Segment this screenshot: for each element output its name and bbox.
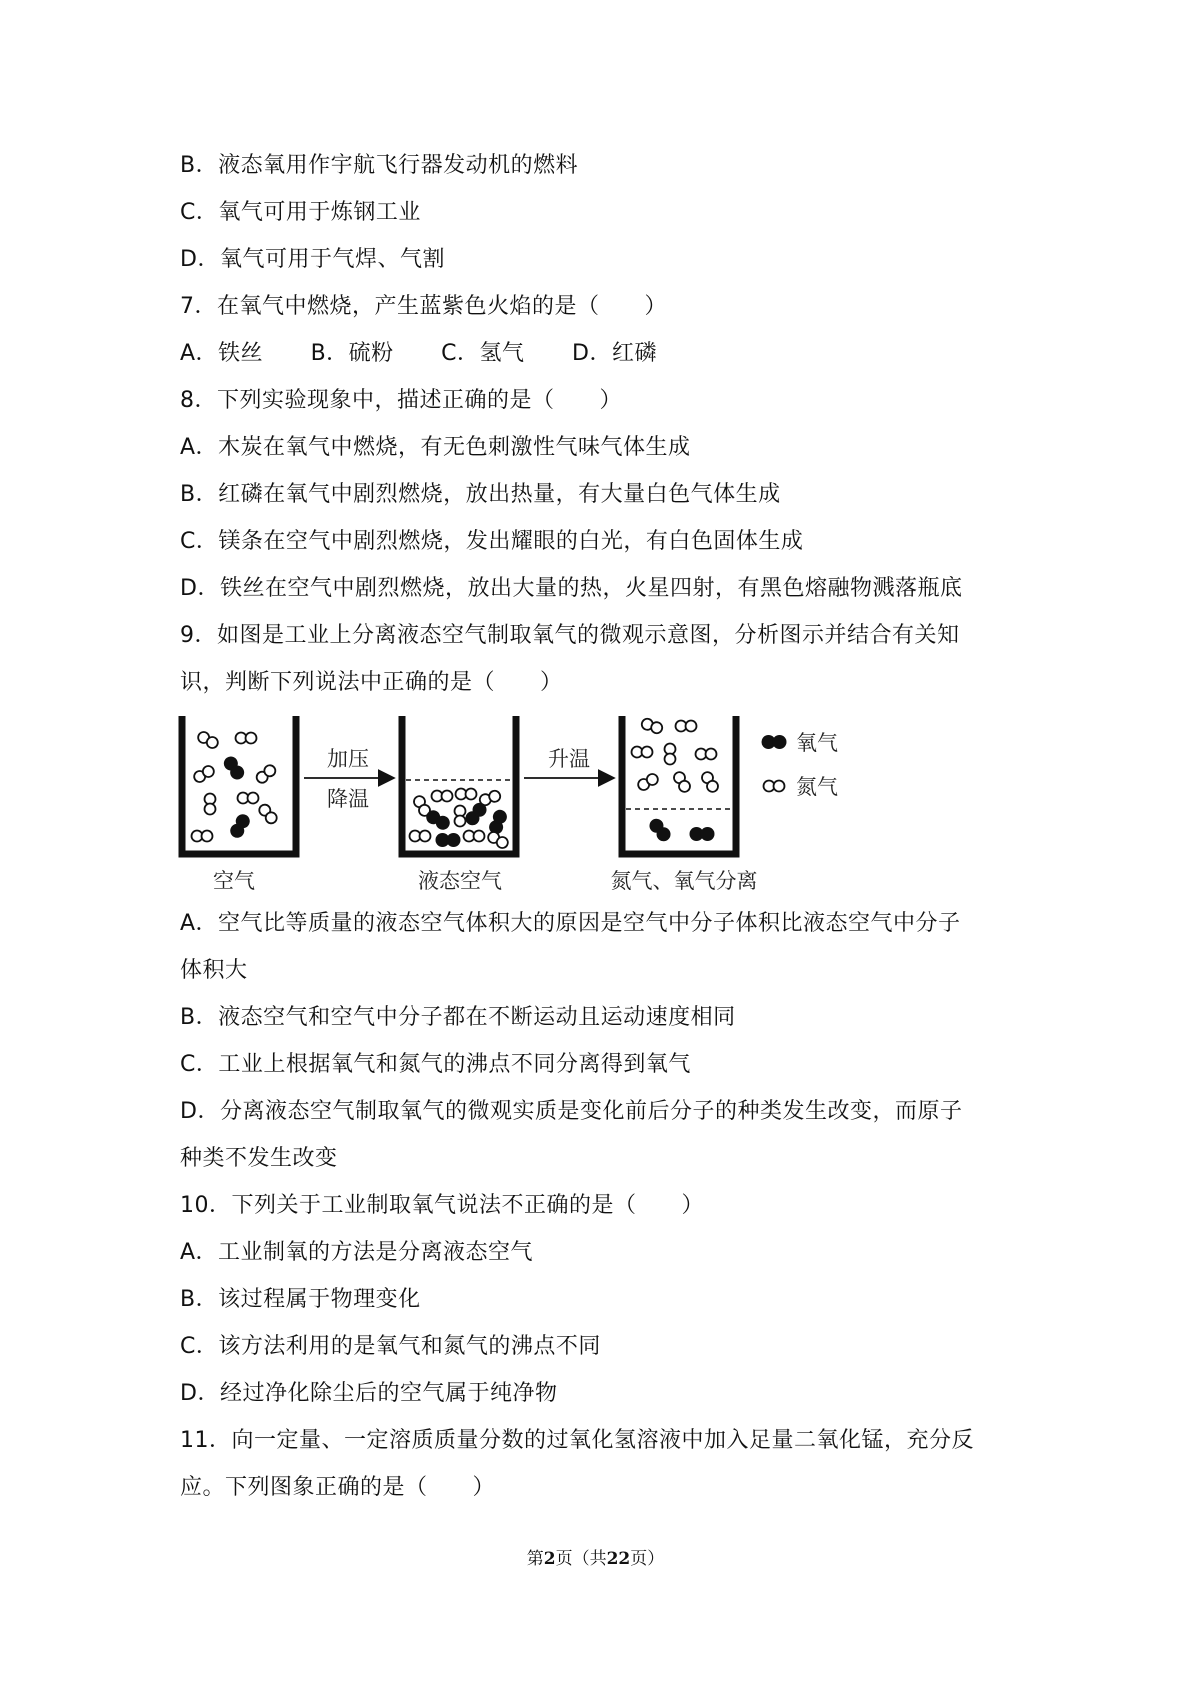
nitrogen-molecule [636, 772, 660, 792]
question-7-option-a: A．铁丝 [180, 341, 264, 366]
question-9-stem-line-2: 识，判断下列说法中正确的是（ ） [180, 670, 563, 695]
legend-nitrogen-icon [764, 781, 785, 792]
question-7-stem: 7．在氧气中燃烧，产生蓝紫色火焰的是（ ） [180, 294, 667, 319]
nitrogen-molecule [254, 763, 277, 785]
nitrogen-molecule [455, 806, 466, 827]
question-6-option-d: D．氧气可用于气焊、气割 [180, 247, 445, 272]
footer-total-pages: 22 [606, 1549, 631, 1569]
question-8-option-a: A．木炭在氧气中燃烧，有无色刺激性气味气体生成 [180, 435, 691, 460]
legend-oxygen-icon [762, 735, 787, 749]
oxygen-molecule [436, 833, 461, 847]
legend-nitrogen-label: 氮气 [796, 775, 838, 799]
question-9-option-a-line-1: A．空气比等质量的液态空气体积大的原因是空气中分子体积比液态空气中分子 [180, 911, 961, 936]
footer-prefix: 第 [526, 1549, 544, 1569]
oxygen-molecule [647, 816, 674, 844]
question-9-option-d-line-2: 种类不发生改变 [180, 1146, 338, 1171]
arrow-label-pressurize: 加压 [327, 747, 369, 771]
question-6-option-b: B．液态氧用作宇航飞行器发动机的燃料 [180, 153, 579, 178]
question-7-option-d: D．红磷 [572, 341, 657, 366]
nitrogen-molecule [676, 721, 697, 732]
question-7-option-c: C．氢气 [441, 341, 525, 366]
arrow-label-cool: 降温 [327, 787, 369, 811]
legend [762, 731, 839, 799]
nitrogen-molecule [700, 770, 720, 794]
air-separation-diagram [176, 702, 896, 892]
nitrogen-molecule [238, 793, 259, 804]
arrow-label-heat: 升温 [548, 747, 590, 771]
beaker-separated [611, 716, 758, 892]
question-10-option-d: D．经过净化除尘后的空气属于纯净物 [180, 1381, 558, 1406]
nitrogen-molecule [665, 744, 676, 765]
nitrogen-molecule [632, 747, 653, 758]
question-9-stem-line-1: 9．如图是工业上分离液态空气制取氧气的微观示意图，分析图示并结合有关知 [180, 623, 960, 648]
nitrogen-molecule [257, 802, 279, 825]
page-footer [0, 1548, 1191, 1570]
nitrogen-molecule [196, 730, 220, 750]
nitrogen-molecule [640, 717, 663, 735]
nitrogen-molecule [192, 831, 213, 842]
nitrogen-molecule [486, 830, 510, 850]
arrow-compress-cool [304, 747, 394, 811]
question-8-option-c: C．镁条在空气中剧烈燃烧，发出耀眼的白光，有白色固体生成 [180, 529, 804, 554]
question-10-option-c: C．该方法利用的是氧气和氮气的沸点不同 [180, 1334, 601, 1359]
question-9-option-b: B．液态空气和空气中分子都在不断运动且运动速度相同 [180, 1005, 736, 1030]
footer-middle: 页（共 [555, 1549, 607, 1569]
question-9-option-c: C．工业上根据氧气和氮气的沸点不同分离得到氧气 [180, 1052, 691, 1077]
oxygen-molecule [487, 808, 509, 836]
nitrogen-molecule [205, 794, 216, 815]
question-11-stem-line-2: 应。下列图象正确的是（ ） [180, 1475, 496, 1500]
question-11-stem-line-1: 11．向一定量、一定溶质质量分数的过氧化氢溶液中加入足量二氧化锰，充分反 [180, 1428, 974, 1453]
question-9-option-d-line-1: D．分离液态空气制取氧气的微观实质是变化前后分子的种类发生改变，而原子 [180, 1099, 963, 1124]
arrow-heat [524, 747, 614, 778]
oxygen-molecule [690, 827, 715, 841]
nitrogen-molecule [236, 733, 257, 744]
footer-suffix: 页） [630, 1549, 665, 1569]
question-8-stem: 8．下列实验现象中，描述正确的是（ ） [180, 388, 622, 413]
oxygen-molecule [221, 754, 247, 783]
beaker-air-label: 空气 [213, 869, 255, 892]
beaker-liquid-air-label: 液态空气 [418, 869, 502, 892]
nitrogen-molecule [456, 789, 477, 800]
question-7-option-b: B．硫粉 [310, 341, 394, 366]
nitrogen-molecule [432, 791, 453, 802]
nitrogen-molecule [410, 831, 431, 842]
question-7-options [180, 339, 657, 369]
nitrogen-molecule [696, 749, 717, 760]
nitrogen-molecule [464, 831, 485, 842]
question-9-option-a-line-2: 体积大 [180, 958, 248, 983]
question-8-option-d: D．铁丝在空气中剧烈燃烧，放出大量的热，火星四射，有黑色熔融物溅落瓶底 [180, 576, 963, 601]
question-10-option-a: A．工业制氧的方法是分离液态空气 [180, 1240, 534, 1265]
footer-current-page: 2 [543, 1549, 556, 1569]
legend-oxygen-label: 氧气 [796, 731, 838, 755]
nitrogen-molecule [192, 764, 216, 784]
question-10-option-b: B．该过程属于物理变化 [180, 1287, 421, 1312]
beaker-separated-label: 氮气、氧气分离 [610, 869, 758, 892]
question-8-option-b: B．红磷在氧气中剧烈燃烧，放出热量，有大量白色气体生成 [180, 482, 781, 507]
beaker-liquid-air [402, 716, 516, 892]
question-6-option-c: C．氧气可用于炼钢工业 [180, 200, 421, 225]
oxygen-molecule [228, 812, 253, 841]
question-10-stem: 10．下列关于工业制取氧气说法不正确的是（ ） [180, 1193, 704, 1218]
beaker-air [182, 716, 296, 892]
nitrogen-molecule [672, 770, 692, 794]
